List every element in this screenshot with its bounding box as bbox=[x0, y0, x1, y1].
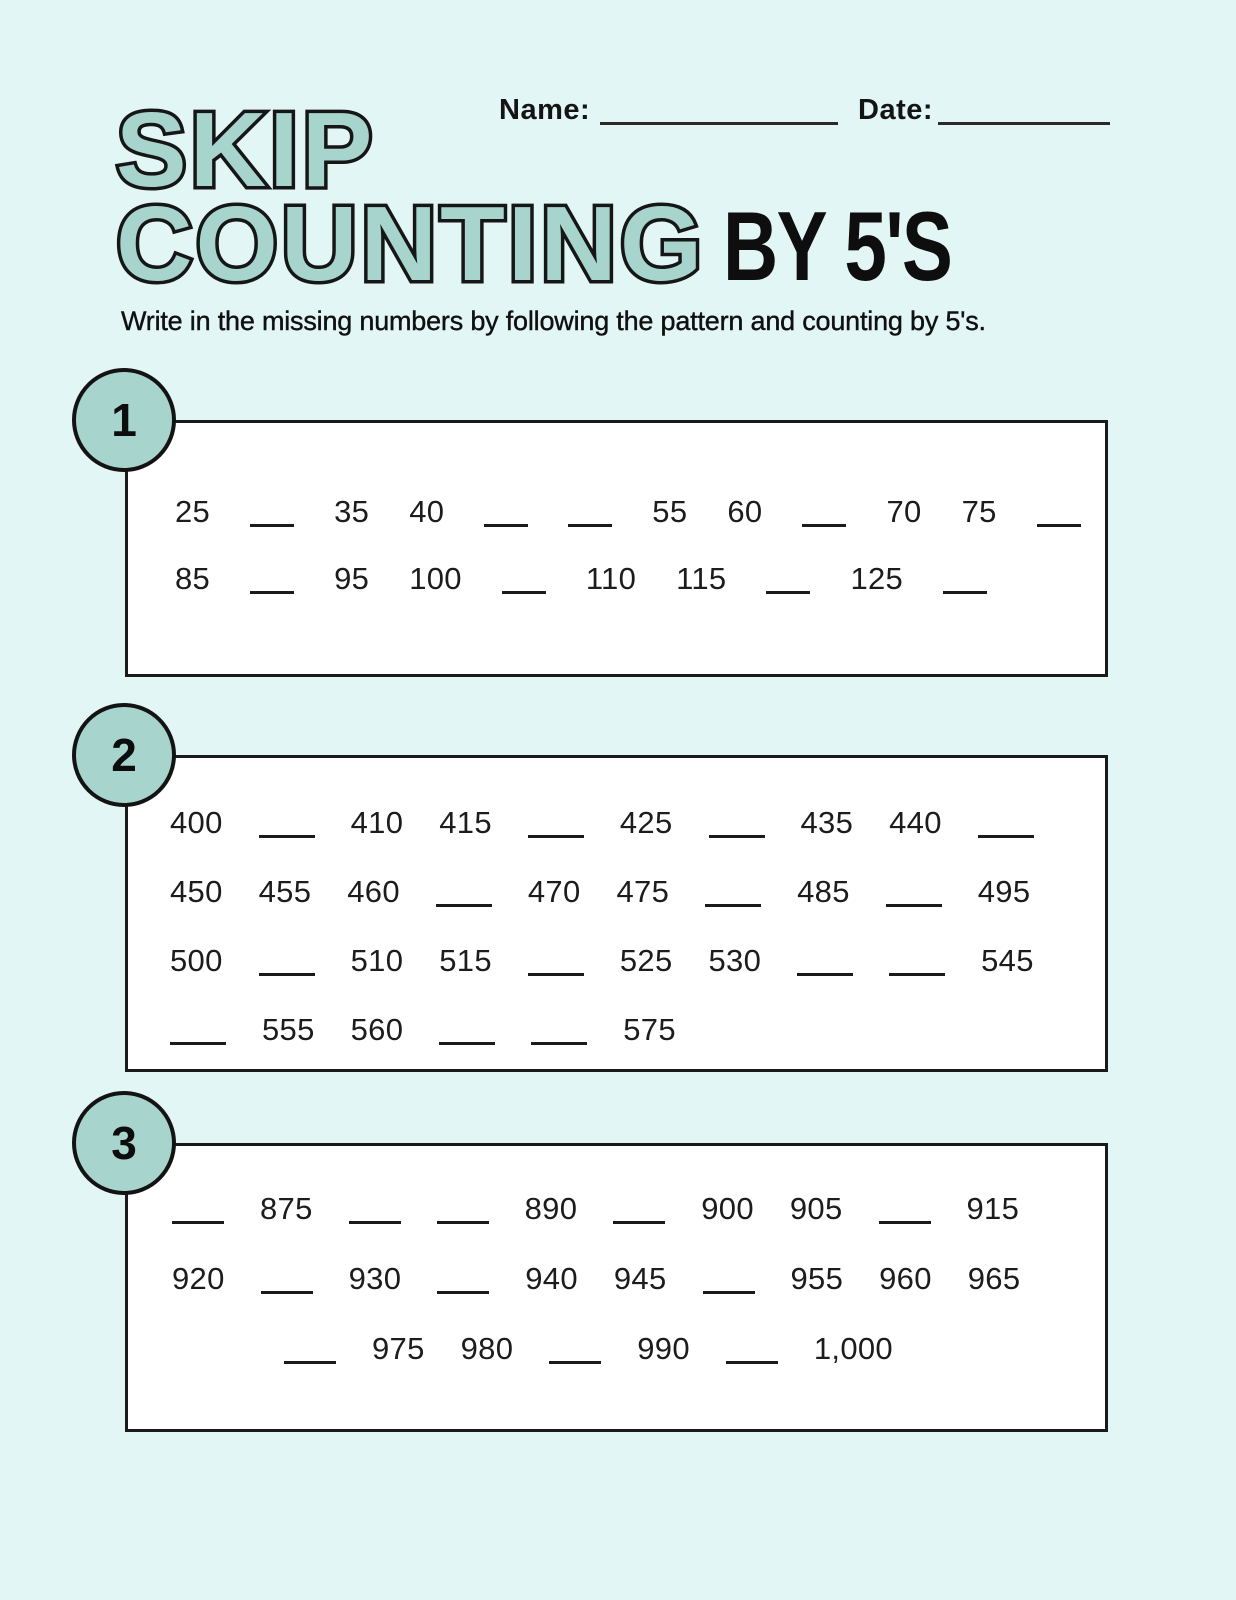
blank-cell[interactable] bbox=[705, 896, 761, 907]
number-cell: 435 bbox=[800, 805, 854, 840]
page-title bbox=[116, 91, 1016, 303]
number-cell: 115 bbox=[676, 561, 727, 596]
blank-cell[interactable] bbox=[726, 1353, 778, 1364]
number-cell: 450 bbox=[170, 874, 223, 909]
number-cell: 975 bbox=[372, 1331, 425, 1366]
number-cell: 85 bbox=[175, 561, 211, 596]
section-panel-3 bbox=[125, 1143, 1108, 1432]
blank-cell[interactable] bbox=[502, 583, 546, 594]
number-cell: 415 bbox=[439, 805, 492, 840]
number-cell: 75 bbox=[961, 494, 997, 529]
number-row bbox=[172, 1260, 1085, 1297]
blank-cell[interactable] bbox=[889, 965, 945, 976]
blank-cell[interactable] bbox=[284, 1353, 336, 1364]
blank-cell[interactable] bbox=[549, 1353, 601, 1364]
number-cell: 40 bbox=[409, 494, 445, 529]
number-cell: 525 bbox=[619, 943, 673, 978]
blank-cell[interactable] bbox=[766, 583, 810, 594]
blank-cell[interactable] bbox=[259, 965, 315, 976]
number-cell: 25 bbox=[175, 494, 211, 529]
blank-cell[interactable] bbox=[978, 827, 1034, 838]
number-cell: 875 bbox=[260, 1191, 313, 1226]
blank-cell[interactable] bbox=[943, 583, 987, 594]
blank-cell[interactable] bbox=[613, 1213, 665, 1224]
blank-cell[interactable] bbox=[802, 516, 846, 527]
blank-cell[interactable] bbox=[568, 516, 612, 527]
number-cell: 95 bbox=[334, 561, 370, 596]
blank-cell[interactable] bbox=[259, 827, 315, 838]
number-cell: 915 bbox=[966, 1191, 1020, 1226]
number-cell: 945 bbox=[613, 1261, 667, 1296]
blank-cell[interactable] bbox=[437, 1213, 489, 1224]
blank-cell[interactable] bbox=[797, 965, 853, 976]
number-cell: 560 bbox=[350, 1012, 404, 1047]
blank-cell[interactable] bbox=[170, 1034, 226, 1045]
number-cell: 930 bbox=[348, 1261, 402, 1296]
title-word-counting: COUNTING bbox=[116, 184, 706, 303]
number-cell: 485 bbox=[797, 874, 850, 909]
number-cell: 425 bbox=[619, 805, 673, 840]
number-row bbox=[175, 493, 1085, 530]
number-cell: 555 bbox=[262, 1012, 315, 1047]
blank-cell[interactable] bbox=[703, 1283, 755, 1294]
number-cell: 905 bbox=[789, 1191, 843, 1226]
number-cell: 510 bbox=[350, 943, 404, 978]
number-cell: 1,000 bbox=[813, 1331, 893, 1366]
date-label: Date: bbox=[858, 94, 934, 126]
title-word-skip: SKIP bbox=[116, 91, 376, 209]
blank-cell[interactable] bbox=[528, 965, 584, 976]
number-cell: 920 bbox=[172, 1261, 225, 1296]
number-cell: 100 bbox=[409, 561, 462, 596]
blank-cell[interactable] bbox=[250, 516, 294, 527]
number-row bbox=[170, 804, 1085, 841]
section-panel-2 bbox=[125, 755, 1108, 1072]
section-1-rows bbox=[175, 493, 1085, 597]
number-cell: 500 bbox=[170, 943, 223, 978]
section-1-badge: 1 bbox=[72, 368, 176, 472]
blank-cell[interactable] bbox=[1037, 516, 1081, 527]
blank-cell[interactable] bbox=[531, 1034, 587, 1045]
blank-cell[interactable] bbox=[261, 1283, 313, 1294]
section-3-rows bbox=[172, 1190, 1085, 1367]
number-cell: 495 bbox=[977, 874, 1031, 909]
blank-cell[interactable] bbox=[349, 1213, 401, 1224]
number-cell: 410 bbox=[350, 805, 404, 840]
number-cell: 940 bbox=[525, 1261, 578, 1296]
number-row bbox=[175, 560, 1085, 597]
number-cell: 60 bbox=[727, 494, 763, 529]
number-cell: 55 bbox=[652, 494, 688, 529]
number-row bbox=[172, 1190, 1085, 1227]
number-cell: 575 bbox=[623, 1012, 676, 1047]
number-cell: 470 bbox=[527, 874, 581, 909]
number-cell: 965 bbox=[967, 1261, 1021, 1296]
number-row bbox=[170, 873, 1085, 910]
blank-cell[interactable] bbox=[879, 1213, 931, 1224]
number-cell: 960 bbox=[879, 1261, 932, 1296]
number-cell: 515 bbox=[439, 943, 492, 978]
section-2-badge: 2 bbox=[72, 703, 176, 807]
number-cell: 440 bbox=[889, 805, 942, 840]
instruction-text: Write in the missing numbers by following the pattern and counting by 5's. bbox=[121, 306, 986, 336]
number-cell: 455 bbox=[258, 874, 312, 909]
section-3-badge: 3 bbox=[72, 1091, 176, 1195]
number-cell: 530 bbox=[708, 943, 762, 978]
number-cell: 125 bbox=[850, 561, 904, 596]
title-suffix-by-5s: BY 5'S bbox=[723, 190, 952, 301]
blank-cell[interactable] bbox=[886, 896, 942, 907]
number-cell: 475 bbox=[616, 874, 670, 909]
section-2-rows bbox=[170, 804, 1085, 1048]
number-cell: 955 bbox=[790, 1261, 844, 1296]
number-cell: 110 bbox=[585, 561, 637, 596]
blank-cell[interactable] bbox=[528, 827, 584, 838]
blank-cell[interactable] bbox=[439, 1034, 495, 1045]
number-row bbox=[170, 942, 1085, 979]
blank-cell[interactable] bbox=[437, 1283, 489, 1294]
section-panel-1 bbox=[125, 420, 1108, 677]
number-row bbox=[284, 1330, 1085, 1367]
blank-cell[interactable] bbox=[709, 827, 765, 838]
number-cell: 35 bbox=[334, 494, 370, 529]
number-cell: 400 bbox=[170, 805, 223, 840]
number-cell: 70 bbox=[886, 494, 922, 529]
blank-cell[interactable] bbox=[172, 1213, 224, 1224]
number-cell: 980 bbox=[460, 1331, 514, 1366]
number-cell: 990 bbox=[637, 1331, 690, 1366]
number-cell: 460 bbox=[347, 874, 400, 909]
blank-cell[interactable] bbox=[436, 896, 492, 907]
blank-cell[interactable] bbox=[250, 583, 294, 594]
number-cell: 890 bbox=[524, 1191, 578, 1226]
name-label: Name: bbox=[499, 94, 591, 126]
number-cell: 545 bbox=[981, 943, 1034, 978]
number-row bbox=[170, 1011, 1085, 1048]
number-cell: 900 bbox=[701, 1191, 754, 1226]
blank-cell[interactable] bbox=[484, 516, 528, 527]
